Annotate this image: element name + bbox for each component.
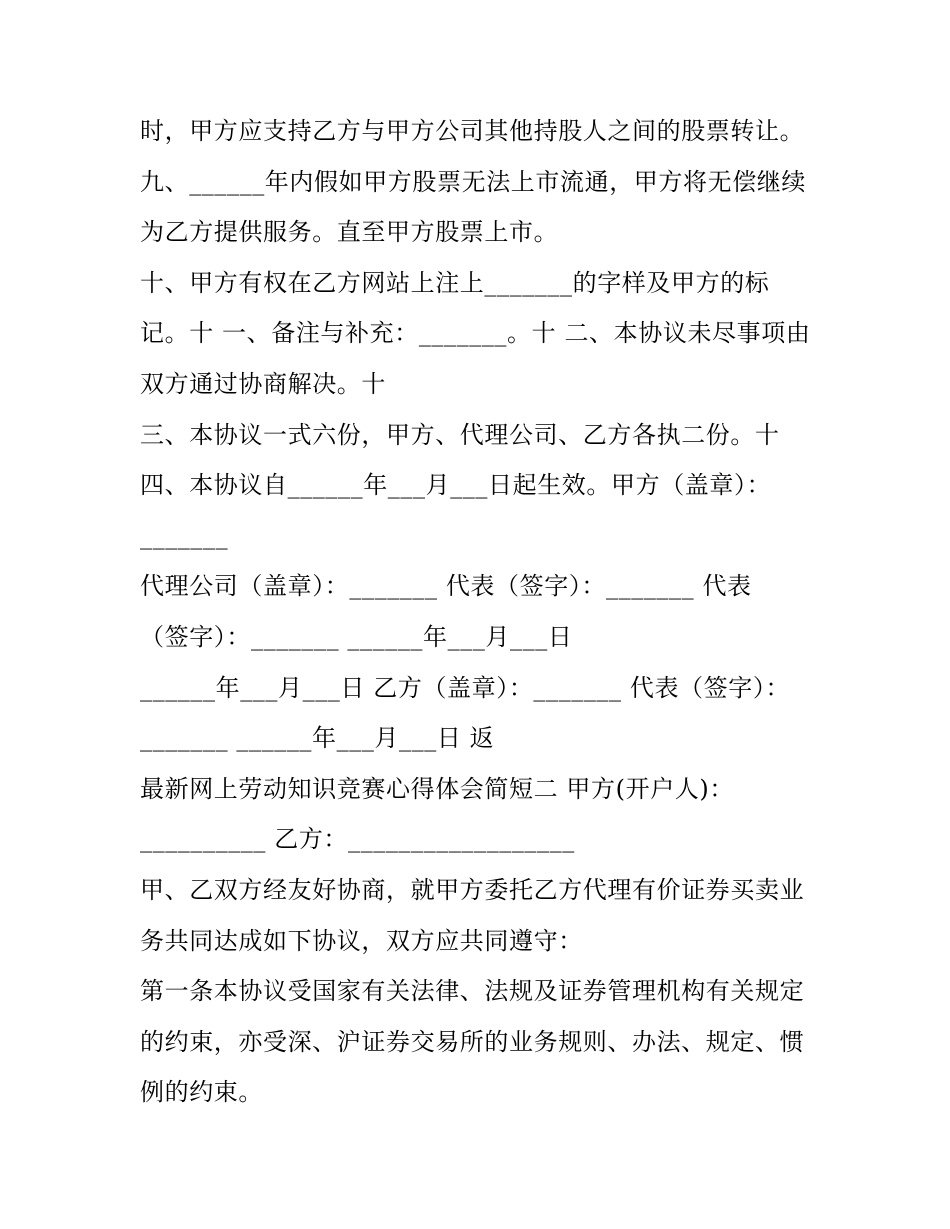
text-line: 例的约束。 bbox=[140, 1078, 263, 1107]
text-line: （签字）：_______ ______年___月___日 bbox=[140, 622, 573, 651]
text-line: 四、本协议自______年___月___日起生效。甲方（盖章）： bbox=[140, 471, 772, 500]
text-line: _______ ______年___月___日 返 bbox=[140, 724, 495, 753]
text-line: _______ bbox=[140, 521, 229, 550]
document-body bbox=[140, 106, 820, 1118]
text-line: ______年___月___日 乙方（盖章）：_______ 代表（签字）： bbox=[140, 673, 791, 702]
text-line: 三、本协议一式六份，甲方、代理公司、乙方各执二份。十 bbox=[140, 420, 780, 449]
text-line: 九、______年内假如甲方股票无法上市流通，甲方将无偿继续 bbox=[140, 167, 806, 196]
text-line: 代理公司（盖章）：_______ 代表（签字）：_______ 代表 bbox=[140, 572, 752, 601]
text-line: 十、甲方有权在乙方网站上注上_______的字样及甲方的标 bbox=[140, 268, 770, 297]
text-line: __________ 乙方：__________________ bbox=[140, 825, 575, 854]
text-line: 时，甲方应支持乙方与甲方公司其他持股人之间的股票转让。 bbox=[140, 117, 805, 145]
text-line: 最新网上劳动知识竞赛心得体会简短二 甲方(开户人)： bbox=[140, 774, 734, 803]
text-line: 甲、乙双方经友好协商，就甲方委托乙方代理有价证券买卖业 bbox=[140, 875, 805, 904]
text-line: 为乙方提供服务。直至甲方股票上市。 bbox=[140, 218, 559, 247]
text-line: 务共同达成如下协议，双方应共同遵守： bbox=[140, 926, 583, 955]
text-line: 第一条本协议受国家有关法律、法规及证券管理机构有关规定 bbox=[140, 977, 805, 1006]
text-line: 记。十 一、备注与补充：_______。十 二、本协议未尽事项由 bbox=[140, 319, 811, 348]
text-line: 的约束，亦受深、沪证券交易所的业务规则、办法、规定、惯 bbox=[140, 1027, 805, 1056]
text-line: 双方通过协商解决。十 bbox=[140, 369, 386, 398]
